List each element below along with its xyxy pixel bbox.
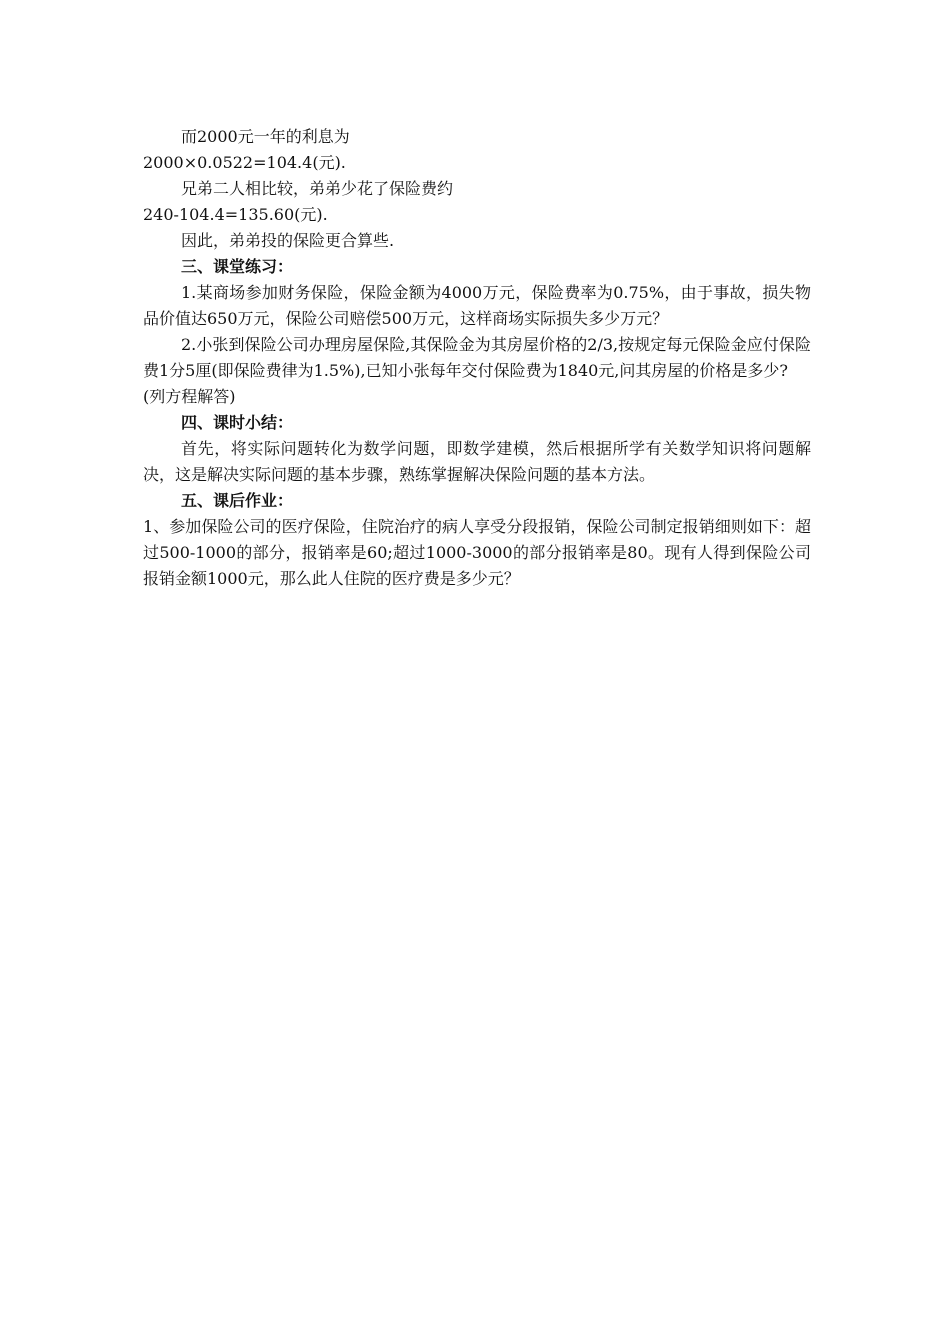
interest-statement: 而2000元一年的利息为 — [181, 127, 350, 146]
summary-text: 首先，将实际问题转化为数学问题，即数学建模，然后根据所学有关数学知识将问题解决，这是解决实际问题的基本步骤，熟练掌握解决保险问题的基本方法。 — [143, 439, 811, 484]
section-3-heading: 三、课堂练习： — [181, 257, 294, 276]
comparison-statement: 兄弟二人相比较，弟弟少花了保险费约 — [181, 179, 454, 198]
interest-calculation: 2000×0.0522=104.4(元). — [143, 153, 346, 172]
document-page — [143, 124, 811, 592]
exercise-2-note: (列方程解答) — [143, 387, 236, 406]
homework-1: 1、参加保险公司的医疗保险，住院治疗的病人享受分段报销，保险公司制定报销细则如下：超过500-1000的部分，报销率是60;超过1000-3000的部分报销率是80。现有人得到保险公司报销金额1000元，那么此人住院的医疗费是多少元？ — [143, 517, 811, 588]
conclusion-statement: 因此，弟弟投的保险更合算些. — [181, 231, 395, 250]
exercise-1: 1.某商场参加财务保险，保险金额为4000万元，保险费率为0.75%，由于事故，损失物品价值达650万元，保险公司赔偿500万元，这样商场实际损失多少万元？ — [143, 283, 811, 328]
section-4-heading: 四、课时小结： — [181, 413, 294, 432]
savings-calculation: 240-104.4=135.60(元). — [143, 205, 328, 224]
exercise-2: 2.小张到保险公司办理房屋保险,其保险金为其房屋价格的2/3,按规定每元保险金应付保险费1分5厘(即保险费律为1.5%),已知小张每年交付保险费为1840元,问其房屋的价格是多少? — [143, 335, 811, 380]
section-5-heading: 五、课后作业： — [181, 491, 294, 510]
